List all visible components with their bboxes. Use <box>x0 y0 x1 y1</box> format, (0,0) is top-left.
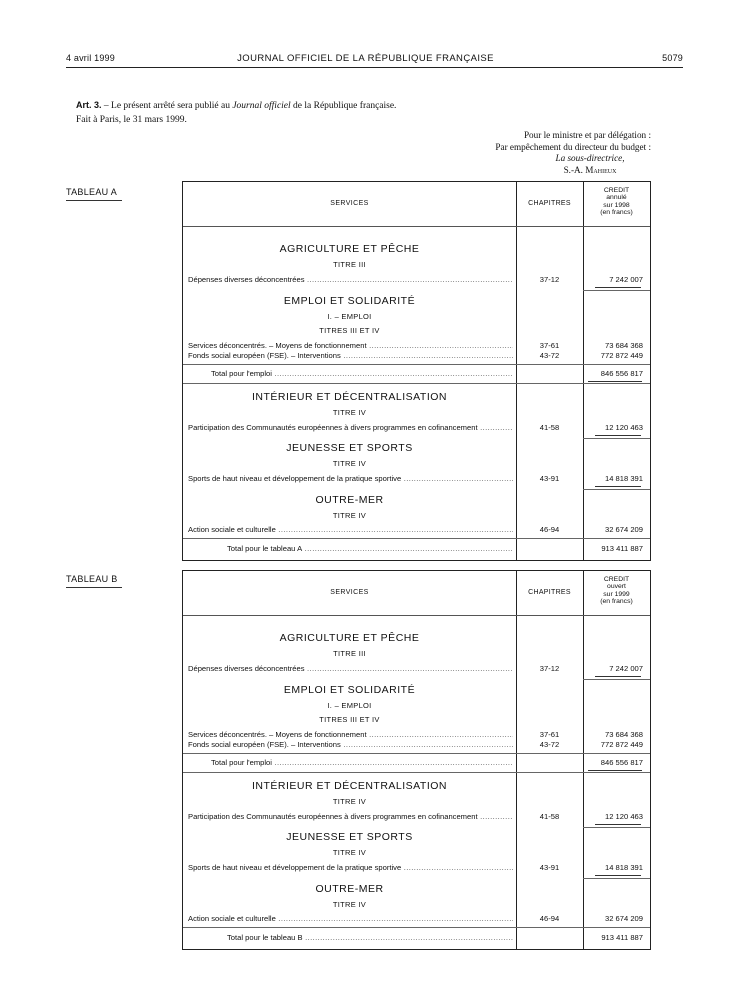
row-label: Total pour l'emploi <box>211 758 272 767</box>
credit-line: CREDIT <box>603 576 630 583</box>
article-place-date: Fait à Paris, le 31 mars 1999. <box>76 115 187 125</box>
table-header <box>183 182 650 227</box>
table-row <box>183 863 650 873</box>
row-separator <box>183 753 650 754</box>
row-chapitre: 46-94 <box>539 525 560 534</box>
header-title: JOURNAL OFFICIEL DE LA RÉPUBLIQUE FRANÇAISE <box>237 53 494 64</box>
row-amount: 12 120 463 <box>604 423 643 432</box>
tableau-a-label-rule <box>66 200 122 201</box>
section-titre: TITRE IV <box>332 459 367 468</box>
row-chapitre: 41-58 <box>539 423 560 432</box>
table-row <box>183 812 650 822</box>
section-title: EMPLOI ET SOLIDARITÉ <box>283 684 416 696</box>
row-chapitre: 37-61 <box>539 730 560 739</box>
table-row <box>183 914 650 924</box>
amount-underline <box>588 770 642 771</box>
row-chapitre: 43-72 <box>539 740 560 749</box>
amount-underline <box>595 287 641 288</box>
credit-line: (en francs) <box>600 209 633 217</box>
table-row <box>183 730 650 740</box>
section-titre: TITRE III <box>333 260 366 269</box>
section-titre: TITRE III <box>333 649 366 658</box>
row-separator <box>183 383 650 384</box>
amount-underline <box>588 381 642 382</box>
signature-name: S.-A. Mahieux <box>563 164 617 175</box>
row-chapitre: 43-72 <box>539 351 560 360</box>
header-services: SERVICES <box>330 589 369 596</box>
table-row <box>183 423 650 433</box>
credit-line: ouvert <box>607 583 626 591</box>
article-label: Art. 3. <box>76 100 102 110</box>
row-separator <box>183 364 650 365</box>
signature-line-2: Par empêchement du directeur du budget : <box>495 141 651 152</box>
row-amount: 913 411 887 <box>601 933 643 942</box>
table-row <box>183 664 650 674</box>
credit-line: annulé <box>606 194 627 202</box>
table-header <box>183 571 650 616</box>
credit-line: sur 1998 <box>603 201 630 209</box>
journal-name: Journal officiel <box>232 101 291 111</box>
subtotal-row <box>183 758 650 768</box>
article-line <box>76 98 476 113</box>
row-label: Fonds social européen (FSE). – Interventions <box>188 740 341 749</box>
row-chapitre: 37-12 <box>539 664 560 673</box>
tableau-a-label: TABLEAU A <box>66 187 118 197</box>
row-amount: 7 242 007 <box>609 664 643 673</box>
header-date: 4 avril 1999 <box>66 53 115 63</box>
table-row <box>183 341 650 351</box>
row-label: Total pour le tableau B <box>227 933 303 942</box>
header-credit <box>583 187 650 217</box>
total-row <box>183 544 650 554</box>
section-titre: TITRES III ET IV <box>319 715 380 724</box>
section-titre: TITRE IV <box>332 511 367 520</box>
header-chapitres: CHAPITRES <box>528 200 571 207</box>
row-chapitre: 43-91 <box>539 863 560 872</box>
row-label: Total pour le tableau A <box>227 544 303 553</box>
row-separator <box>583 679 650 680</box>
row-chapitre: 37-12 <box>539 275 560 284</box>
amount-underline <box>595 824 641 825</box>
row-label: Total pour l'emploi <box>211 369 272 378</box>
row-amount: 14 818 391 <box>604 863 643 872</box>
header-services: SERVICES <box>330 200 369 207</box>
row-amount: 913 411 887 <box>601 544 643 553</box>
row-amount: 772 872 449 <box>600 740 643 749</box>
section-titre: TITRE IV <box>332 797 367 806</box>
signature-role: La sous-directrice, <box>555 153 625 163</box>
row-separator <box>183 927 650 928</box>
row-chapitre: 43-91 <box>539 474 560 483</box>
section-titre: TITRE IV <box>332 408 367 417</box>
header-rule <box>66 67 683 68</box>
row-amount: 73 684 368 <box>604 341 643 350</box>
row-amount: 73 684 368 <box>604 730 643 739</box>
amount-underline <box>595 435 641 436</box>
row-amount: 32 674 209 <box>604 914 643 923</box>
row-label: Fonds social européen (FSE). – Interventions <box>188 351 341 360</box>
article-text-after: de la République française. <box>290 101 397 111</box>
row-separator <box>583 438 650 439</box>
header-credit <box>583 576 650 606</box>
credit-line: sur 1999 <box>603 590 630 598</box>
row-amount: 7 242 007 <box>609 275 643 284</box>
row-separator <box>583 489 650 490</box>
credit-line: CREDIT <box>603 187 630 194</box>
row-separator <box>583 290 650 291</box>
amount-underline <box>595 875 641 876</box>
section-title: EMPLOI ET SOLIDARITÉ <box>283 295 416 307</box>
row-chapitre: 46-94 <box>539 914 560 923</box>
row-separator <box>183 772 650 773</box>
row-label: Services déconcentrés. – Moyens de fonctionnement <box>188 730 367 739</box>
total-row <box>183 933 650 943</box>
section-titre: TITRE IV <box>332 900 367 909</box>
section-subtitle: I. – EMPLOI <box>327 701 372 710</box>
row-label: Action sociale et culturelle <box>188 914 276 923</box>
section-title: INTÉRIEUR ET DÉCENTRALISATION <box>252 780 447 792</box>
header-chapitres: CHAPITRES <box>528 589 571 596</box>
section-title: JEUNESSE ET SPORTS <box>286 831 413 843</box>
article-3 <box>76 98 476 127</box>
row-separator <box>583 827 650 828</box>
row-label: Action sociale et culturelle <box>188 525 276 534</box>
row-chapitre: 41-58 <box>539 812 560 821</box>
table-row <box>183 525 650 535</box>
row-amount: 846 556 817 <box>600 758 643 767</box>
row-label: Sports de haut niveau et développement de la pratique sportive <box>188 863 402 872</box>
row-label: Dépenses diverses déconcentrées <box>188 275 305 284</box>
article-text-before: – Le présent arrêté sera publié au <box>101 101 233 111</box>
section-title: OUTRE-MER <box>315 883 384 895</box>
tableau-b <box>182 570 651 950</box>
row-separator <box>583 878 650 879</box>
tableau-b-label-rule <box>66 587 122 588</box>
row-label: Participation des Communautés européennes à divers programmes en cofinancement <box>188 423 478 432</box>
amount-underline <box>595 676 641 677</box>
tableau-a <box>182 181 651 561</box>
table-row <box>183 474 650 484</box>
table-row <box>183 351 650 361</box>
section-subtitle: I. – EMPLOI <box>327 312 372 321</box>
section-titre: TITRE IV <box>332 848 367 857</box>
row-label: Sports de haut niveau et développement de la pratique sportive <box>188 474 402 483</box>
signature-block <box>495 130 651 176</box>
row-label: Dépenses diverses déconcentrées <box>188 664 305 673</box>
amount-underline <box>595 486 641 487</box>
row-label: Participation des Communautés européennes à divers programmes en cofinancement <box>188 812 478 821</box>
row-separator <box>183 538 650 539</box>
signature-line-1: Pour le ministre et par délégation : <box>523 130 651 140</box>
table-row <box>183 275 650 285</box>
section-title: AGRICULTURE ET PÊCHE <box>279 632 420 644</box>
row-amount: 772 872 449 <box>600 351 643 360</box>
row-label: Services déconcentrés. – Moyens de fonctionnement <box>188 341 367 350</box>
subtotal-row <box>183 369 650 379</box>
table-row <box>183 740 650 750</box>
section-title: AGRICULTURE ET PÊCHE <box>279 243 420 255</box>
row-chapitre: 37-61 <box>539 341 560 350</box>
row-amount: 12 120 463 <box>604 812 643 821</box>
header-page-number: 5079 <box>662 53 683 63</box>
row-amount: 14 818 391 <box>604 474 643 483</box>
section-title: JEUNESSE ET SPORTS <box>286 442 413 454</box>
tableau-b-label: TABLEAU B <box>66 574 118 584</box>
section-title: INTÉRIEUR ET DÉCENTRALISATION <box>252 391 447 403</box>
row-amount: 32 674 209 <box>604 525 643 534</box>
section-title: OUTRE-MER <box>315 494 384 506</box>
row-amount: 846 556 817 <box>600 369 643 378</box>
credit-line: (en francs) <box>600 598 633 606</box>
section-titre: TITRES III ET IV <box>319 326 380 335</box>
